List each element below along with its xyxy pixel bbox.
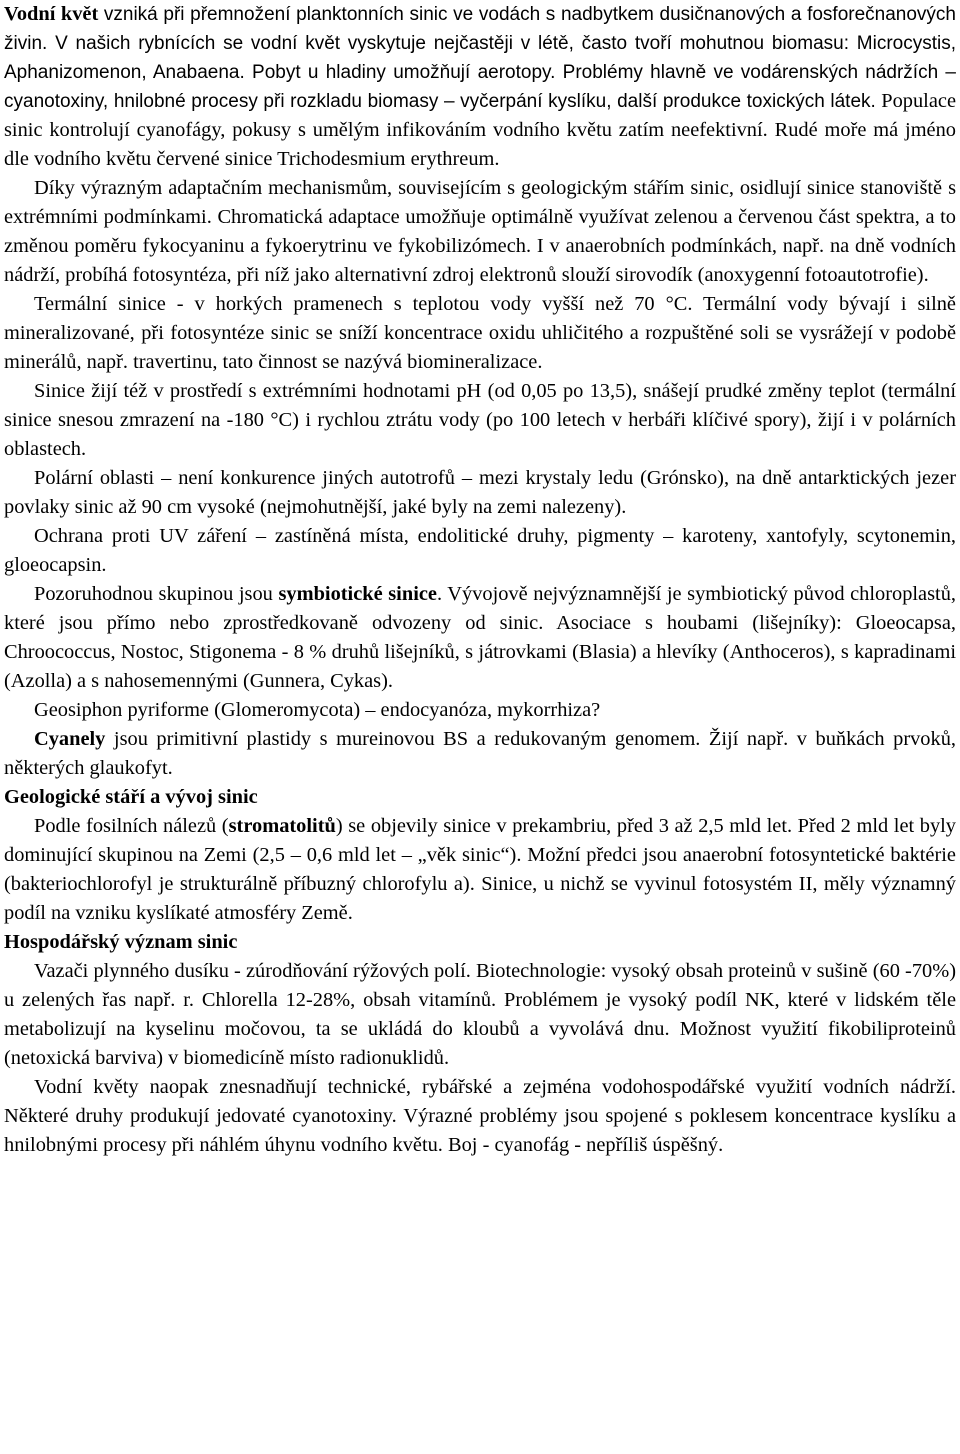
paragraph-vazaci-dusiku: Vazači plynného dusíku - zúrodňování rýžových polí. Biotechnologie: vysoký obsah proteinů v sušině (60 -70%) u zelených řas např. r. Chlorella 12-28%, obsah vitamínů. Problémem je vysoký podíl NK, které v lidském těle metabolizují na kyselinu močovou, ta se ukládá do kloubů a vyvolává dnu. Možnost využití fikobiliproteinů (netoxická barviva) v biomedicíně místo radionuklidů. (4, 960, 956, 1069)
term-symbioticke-sinice: symbiotické sinice (278, 583, 437, 605)
paragraph-text: vzniká při přemnožení planktonních sinic ve vodách s nadbytkem dusičnanových a fosforečnanových živin. V našich rybnících se vodní květ vyskytuje nejčastěji v létě, často tvoří mohutnou biomasu: Microcystis, Aphanizomenon, Anabaena. Pobyt u hladiny umožňují aerotopy. Problémy hlavně ve vodárenských nádržích – cyanotoxiny, hnilobné procesy při rozkladu biomasy – vyčerpání kyslíku, další produkce toxických látek. (4, 4, 956, 112)
paragraph-uv-ochrana: Ochrana proti UV záření – zastíněná místa, endolitické druhy, pigmenty – karoteny, xantofyly, scytonemin, gloeocapsin. (4, 525, 956, 576)
paragraph-vodni-kvety-problemy: Vodní květy naopak znesnadňují technické, rybářské a zejména vodohospodářské využití vodních nádrží. Některé druhy produkují jedovaté cyanotoxiny. Výrazné problémy jsou spojené s poklesem koncentrace kyslíku a hnilobnými procesy při náhlém úhynu vodního květu. Boj - cyanofág - nepříliš úspěšný. (4, 1076, 956, 1156)
paragraph-stromatolity (4, 812, 956, 928)
paragraph-symbioticke-sinice (4, 580, 956, 696)
paragraph-text: . Vývojově nejvýznamnější je symbiotický původ chloroplastů, které jsou přímo nebo zprostředkovaně odvozeny od sinic. Asociace s houbami (lišejníky): Gloeocapsa, Chroococcus, Nostoc, Stigonema - 8 % druhů lišejníků, s játrovkami (Blasia) a hlevíky (Anthoceros), s kapradinami (Azolla) a s nahosemennými (Gunnera, Cykas). (4, 583, 956, 692)
heading-hospodarsky-vyznam: Hospodářský význam sinic (4, 931, 238, 953)
paragraph-adaptace: Díky výrazným adaptačním mechanismům, souvisejícím s geologickým stářím sinic, osidlují sinice stanoviště s extrémními podmínkami. Chromatická adaptace umožňuje optimálně využívat zelenou a červenou část spektra, a to změnou poměru fykocyaninu a fykoerytrinu ve fykobilizómech. I v anaerobních podmínkách, např. na dně vodních nádrží, probíhá fotosyntéza, při níž jako alternativní zdroj elektronů slouží sirovodík (anoxygenní fotoautotrofie). (4, 177, 956, 286)
term-vodni-kvet: Vodní květ (4, 3, 99, 25)
paragraph-text: Pozoruhodnou skupinou jsou (34, 583, 279, 605)
paragraph-polarni-oblasti: Polární oblasti – není konkurence jiných autotrofů – mezi krystaly ledu (Grónsko), na dně antarktických jezer povlaky sinic až 90 cm vysoké (nejmohutnější, jaké byly na zemi nalezeny). (4, 467, 956, 518)
paragraph-text: jsou primitivní plastidy s mureinovou BS a redukovaným genomem. Žijí např. v buňkách prvoků, některých glaukofyt. (4, 728, 956, 779)
heading-geologicke-stari: Geologické stáří a vývoj sinic (4, 786, 258, 808)
term-stromatolity: stromatolitů (228, 815, 336, 837)
paragraph-geosiphon: Geosiphon pyriforme (Glomeromycota) – endocyanóza, mykorrhiza? (34, 699, 601, 721)
paragraph-termalni-sinice: Termální sinice - v horkých pramenech s teplotou vody vyšší než 70 °C. Termální vody bývají i silně mineralizované, při fotosyntéze sinic se sníží koncentrace oxidu uhličitého a rozpuštěné soli se vysrážejí v podobě minerálů, např. travertinu, tato činnost se nazývá biomineralizace. (4, 293, 956, 373)
paragraph-vodni-kvet (4, 0, 956, 174)
paragraph-extremni-ph: Sinice žijí též v prostředí s extrémními hodnotami pH (od 0,05 po 13,5), snášejí prudké změny teplot (termální sinice snesou zmrazení na -180 °C) i rychlou ztrátu vody (po 100 letech v herbáři klíčivé spory), žijí i v polárních oblastech. (4, 380, 956, 460)
paragraph-text: Podle fosilních nálezů ( (34, 815, 229, 837)
paragraph-text: Populace sinic kontrolují cyanofágy, pokusy s umělým infikováním vodního květu zatím neefektivní. Rudé moře má jméno dle vodního květu červené sinice Trichodesmium erythreum. (4, 90, 956, 170)
term-cyanely: Cyanely (34, 728, 106, 750)
paragraph-text: ) se objevily sinice v prekambriu, před 3 až 2,5 mld let. Před 2 mld let byly dominující skupinou na Zemi (2,5 – 0,6 mld let – „věk sinic“). Možní předci jsou anaerobní fotosyntetické baktérie (bakteriochlorofyl je strukturálně příbuzný chlorofylu a). Sinice, u nichž se vyvinul fotosystém II, měly významný podíl na vzniku kyslíkaté atmosféry Země. (4, 815, 957, 924)
paragraph-cyanely (4, 725, 956, 783)
